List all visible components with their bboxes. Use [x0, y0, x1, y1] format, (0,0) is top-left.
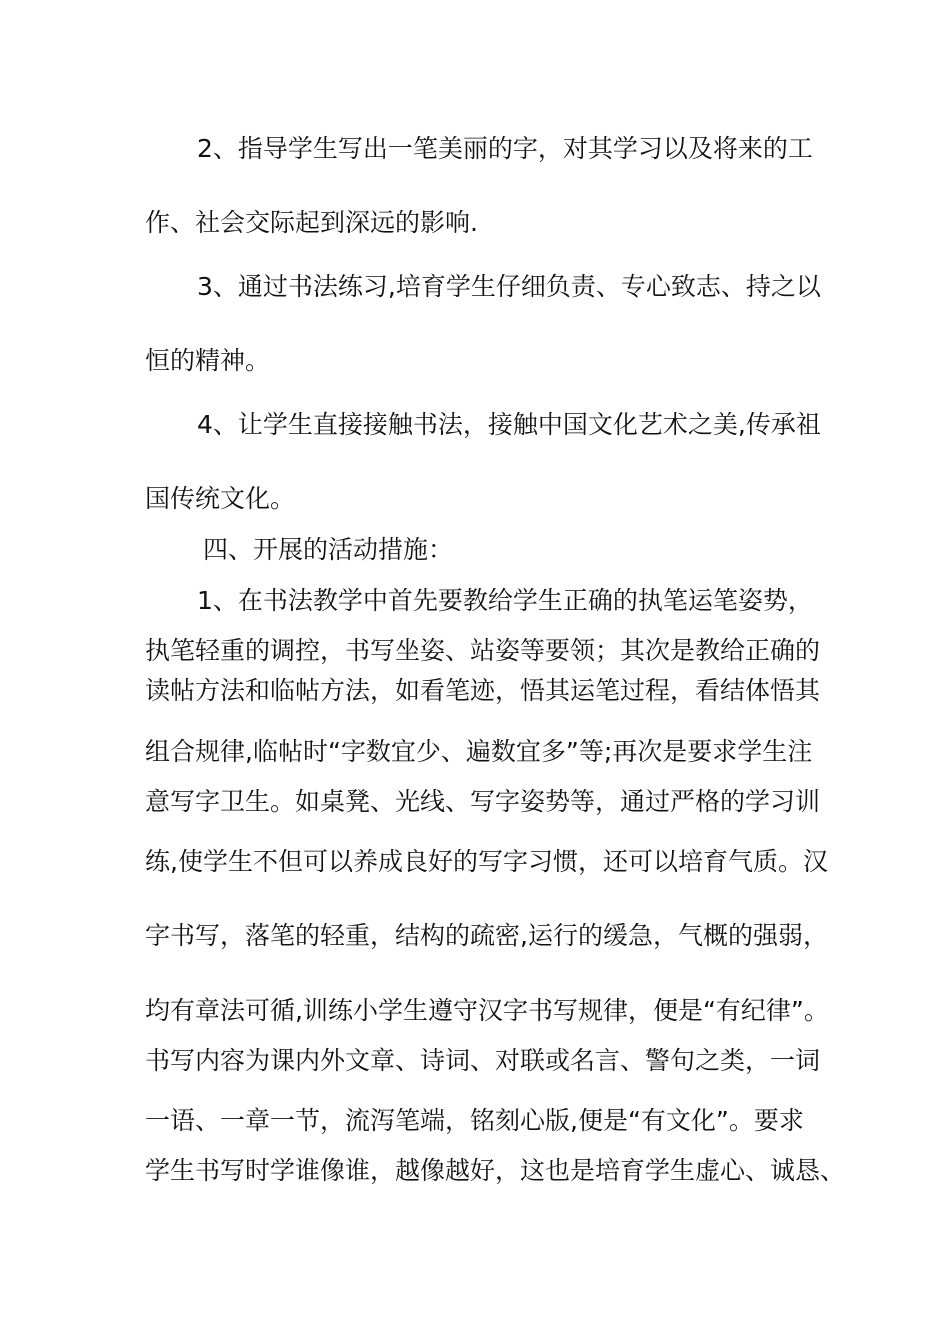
- paragraph-line: 2、指导学生写出一笔美丽的字，对其学习以及将来的工: [197, 134, 813, 163]
- paragraph-line: 意写字卫生。如桌凳、光线、写字姿势等，通过严格的学习训: [145, 787, 821, 816]
- paragraph-line: 字书写，落笔的轻重，结构的疏密,运行的缓急，气概的强弱，: [145, 921, 828, 950]
- paragraph-line: 国传统文化。: [145, 484, 296, 513]
- paragraph-line: 书写内容为课内外文章、诗词、对联或名言、警句之类，一词: [145, 1046, 821, 1075]
- paragraph-line: 4、让学生直接接触书法，接触中国文化艺术之美,传承祖: [197, 410, 821, 439]
- paragraph-line: 执笔轻重的调控，书写坐姿、站姿等要领；其次是教给正确的: [145, 636, 821, 665]
- paragraph-line: 练,使学生不但可以养成良好的写字习惯，还可以培育气质。汉: [145, 847, 828, 876]
- paragraph-line: 3、通过书法练习,培育学生仔细负责、专心致志、持之以: [197, 272, 821, 301]
- paragraph-line: 读帖方法和临帖方法，如看笔迹，悟其运笔过程，看结体悟其: [145, 676, 821, 705]
- paragraph-line: 一语、一章一节，流泻笔端，铭刻心版,便是“有文化”。要求: [145, 1106, 804, 1135]
- paragraph-line: 作、社会交际起到深远的影响.: [145, 208, 478, 237]
- paragraph-line: 均有章法可循,训练小学生遵守汉字书写规律，便是“有纪律”。: [145, 996, 829, 1025]
- paragraph-line: 恒的精神。: [145, 346, 271, 375]
- section-heading: 四、开展的活动措施：: [203, 535, 454, 564]
- paragraph-line: 组合规律,临帖时“字数宜少、遍数宜多”等;再次是要求学生注: [145, 737, 813, 766]
- paragraph-line: 1、在书法教学中首先要教给学生正确的执笔运笔姿势，: [197, 586, 813, 615]
- paragraph-line: 学生书写时学谁像谁，越像越好，这也是培育学生虚心、诚恳、: [145, 1156, 846, 1185]
